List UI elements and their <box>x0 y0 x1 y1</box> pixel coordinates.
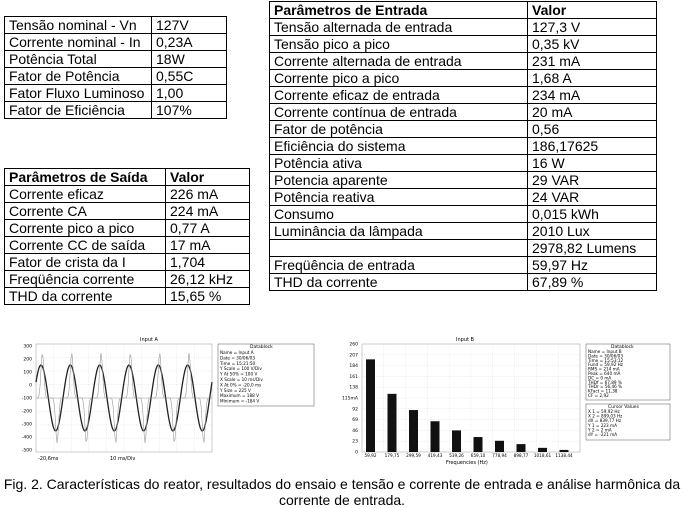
panel-line: dX = 839,77 Hz <box>588 418 622 424</box>
panel-line: Name = Input B <box>588 349 622 354</box>
value-cell: 2978,82 Lumens <box>528 240 657 257</box>
panel-line: Time = 15:53:12 <box>588 357 624 363</box>
value-cell: 20 mA <box>528 104 657 121</box>
harmonic-bar <box>560 450 569 452</box>
y-tick-label: -400 <box>21 435 32 441</box>
panel-line: KFact = 11,38 <box>588 388 618 394</box>
parameter-cell: Potencia aparente <box>270 172 528 189</box>
value-cell: 24 VAR <box>528 189 657 206</box>
panel-line: Y 2 = 2 mA <box>588 427 612 433</box>
value-cell: 1,00 <box>152 85 227 102</box>
parameter-cell: Luminância da lâmpada <box>270 223 528 240</box>
harmonic-bar <box>409 410 418 452</box>
table-row <box>270 70 657 87</box>
harmonic-bar <box>431 421 440 452</box>
panel-line: Date = 30/06/03 <box>588 353 623 359</box>
harmonic-bar <box>388 394 397 452</box>
table-row <box>270 19 657 36</box>
parameter-cell: Fator de Eficiência <box>5 102 152 119</box>
panel-line: CF = 2,92 <box>588 393 609 398</box>
table-row <box>5 34 227 51</box>
table-row <box>5 220 250 237</box>
x-tick-label: 898,77 <box>513 453 529 458</box>
table-row <box>270 223 657 240</box>
x-tick-label: 419,43 <box>427 453 443 458</box>
waveform-plot <box>10 336 326 466</box>
parameter-cell: Potência reativa <box>270 189 528 206</box>
header-value: Valor <box>528 2 657 19</box>
table-row <box>270 138 657 155</box>
y-tick-label: 200 <box>23 357 32 363</box>
value-cell: 18W <box>152 51 227 68</box>
parameter-cell: Tensão alternada de entrada <box>270 19 528 36</box>
parameter-cell: Eficiência do sistema <box>270 138 528 155</box>
panel-line: RMS = 214 mA <box>588 366 620 372</box>
y-tick-label: 100 <box>23 370 32 376</box>
y-tick-label: -100 <box>21 396 32 402</box>
parameter-cell: Corrente alternada de entrada <box>270 53 528 70</box>
input-parameters-table <box>269 1 657 291</box>
parameter-cell: THD da corrente <box>5 288 166 305</box>
harmonic-bar <box>366 359 375 452</box>
x-tick-label: 539,26 <box>449 453 464 458</box>
table-row <box>5 51 227 68</box>
parameter-cell: Tensão pico a pico <box>270 36 528 53</box>
harmonic-bar <box>495 441 504 452</box>
panel-line: Y Scale = 100 V/Div <box>220 366 262 372</box>
y-tick-label: 260 <box>349 342 358 348</box>
figure-caption: Fig. 2. Características do reator, resultados do ensaio e tensão e corrente de entrada e análise harmônica da corrente de entrada. <box>3 476 681 508</box>
parameter-cell: Potência Total <box>5 51 152 68</box>
parameter-cell: Corrente pico a pico <box>5 220 166 237</box>
parameter-cell: Fator Fluxo Luminoso <box>5 85 152 102</box>
waveform-scope-input-a <box>10 336 326 466</box>
harmonic-bar <box>452 430 461 452</box>
panel-line: Peak = 640 mA <box>588 371 621 376</box>
y-tick-label: 0 <box>29 383 32 389</box>
parameter-cell: Freqüência de entrada <box>270 257 528 274</box>
output-parameters-table <box>4 168 250 305</box>
harmonic-bar <box>538 448 547 452</box>
y-tick-label: -200 <box>21 409 32 415</box>
parameter-cell: Tensão nominal - Vn <box>5 17 152 34</box>
x-tick-label: 59,92 <box>364 453 377 458</box>
datablock-title: Datablock <box>250 345 273 350</box>
value-cell: 0,015 kWh <box>528 206 657 223</box>
harmonics-chart <box>336 336 674 466</box>
table-row <box>270 53 657 70</box>
panel-line: X Scale = 10 ms/Div <box>220 377 263 382</box>
panel-line: X 1 = 59,92 Hz <box>588 409 620 414</box>
harmonic-bar <box>474 437 483 452</box>
table-row <box>5 68 227 85</box>
table-row <box>270 274 657 291</box>
value-cell: 0,55C <box>152 68 227 85</box>
y-tick-label: 23 <box>352 439 358 445</box>
parameter-cell: Fator de crista da I <box>5 254 166 271</box>
value-cell: 186,17625 <box>528 138 657 155</box>
table-row <box>270 104 657 121</box>
panel-line: Fund = 59,92 Hz <box>588 362 623 368</box>
cursor-title: Cursor Values <box>608 405 639 410</box>
ratings-table <box>4 16 227 119</box>
value-cell: 1,704 <box>166 254 250 271</box>
parameter-cell: THD da corrente <box>270 274 528 291</box>
value-cell: 0,35 kV <box>528 36 657 53</box>
value-cell: 15,65 % <box>166 288 250 305</box>
parameter-cell: Corrente contínua de entrada <box>270 104 528 121</box>
value-cell: 59,97 Hz <box>528 257 657 274</box>
y-tick-label: 0 <box>355 450 358 456</box>
parameter-cell: Freqüência corrente <box>5 271 166 288</box>
value-cell: 127,3 V <box>528 19 657 36</box>
value-cell: 224 mA <box>166 203 250 220</box>
panel-line: Name = Input A <box>220 350 254 355</box>
x-scale-label: 10 ms/Div <box>110 456 136 462</box>
value-cell: 0,77 A <box>166 220 250 237</box>
table-row <box>5 102 227 119</box>
table-row <box>270 87 657 104</box>
table-row <box>5 254 250 271</box>
table-row <box>5 17 227 34</box>
table-row <box>270 240 657 257</box>
panel-line: Minimum = -184 V <box>220 398 260 404</box>
table-row <box>5 186 250 203</box>
parameter-cell: Potência ativa <box>270 155 528 172</box>
header-value: Valor <box>166 169 250 186</box>
table-header-row <box>270 2 657 19</box>
panel-line: Y 1 = 223 mA <box>588 422 617 428</box>
x-start-label: -20,6ms <box>38 456 59 462</box>
panel-line: dY = -221 mA <box>588 432 618 437</box>
panel-line: Time = 15:21:50 <box>220 360 256 366</box>
table-row <box>5 288 250 305</box>
x-axis-label: Frequencies (Hz) <box>446 460 488 466</box>
panel-line: Maximum = 188 V <box>220 393 259 399</box>
value-cell: 1,68 A <box>528 70 657 87</box>
table-row <box>270 36 657 53</box>
parameter-cell: Corrente eficaz <box>5 186 166 203</box>
y-tick-label: 161 <box>349 374 358 380</box>
table-row <box>270 257 657 274</box>
datablock-title: Datablock <box>611 345 634 350</box>
y-tick-label: -300 <box>21 422 32 428</box>
x-tick-label: 1018,61 <box>533 453 552 458</box>
panel-line: X 2 = 899,03 Hz <box>588 413 623 419</box>
y-tick-label: 92 <box>352 407 358 413</box>
header-parameter: Parâmetros de Saída <box>5 169 166 186</box>
table-row <box>5 271 250 288</box>
value-cell: 26,12 kHz <box>166 271 250 288</box>
value-cell: 226 mA <box>166 186 250 203</box>
header-parameter: Parâmetros de Entrada <box>270 2 528 19</box>
scope-title: Input A <box>140 337 158 343</box>
chart-title: Input B <box>456 337 474 343</box>
y-tick-label: -500 <box>21 448 32 454</box>
y-tick-label: 184 <box>349 364 358 370</box>
value-cell: 16 W <box>528 155 657 172</box>
parameter-cell: Corrente CC de saída <box>5 237 166 254</box>
harmonic-bar <box>517 444 526 452</box>
value-cell: 0,56 <box>528 121 657 138</box>
y-tick-label: 207 <box>349 353 358 359</box>
panel-line: Y Size = 225 V <box>220 387 251 393</box>
value-cell: 17 mA <box>166 237 250 254</box>
x-tick-label: 778,94 <box>492 453 507 458</box>
parameter-cell: Corrente CA <box>5 203 166 220</box>
parameter-cell: Corrente eficaz de entrada <box>270 87 528 104</box>
y-tick-label: 138 <box>349 385 358 391</box>
value-cell: 234 mA <box>528 87 657 104</box>
parameter-cell: Consumo <box>270 206 528 223</box>
panel-line: THDf = 67,89 % <box>588 379 622 385</box>
y-tick-label: 46 <box>352 428 358 434</box>
value-cell: 29 VAR <box>528 172 657 189</box>
x-tick-label: 659,10 <box>470 453 486 458</box>
parameter-cell: Fator de Potência <box>5 68 152 85</box>
table-row <box>270 189 657 206</box>
parameter-cell: Corrente pico a pico <box>270 70 528 87</box>
value-cell: 107% <box>152 102 227 119</box>
table-header-row <box>5 169 250 186</box>
table-row <box>5 203 250 220</box>
table-row <box>270 172 657 189</box>
panel-line: THDr = 56,46 % <box>588 384 623 390</box>
x-tick-label: 179,75 <box>384 453 400 458</box>
x-tick-label: 299,59 <box>406 453 421 458</box>
table-row <box>270 121 657 138</box>
value-cell: 231 mA <box>528 53 657 70</box>
value-cell: 67,89 % <box>528 274 657 291</box>
y-tick-label: 115mA <box>341 396 358 402</box>
parameter-cell <box>270 240 528 257</box>
parameter-cell: Fator de potência <box>270 121 528 138</box>
table-row <box>5 237 250 254</box>
parameter-cell: Corrente nominal - In <box>5 34 152 51</box>
panel-line: Y At 50% = 100 V <box>220 371 258 377</box>
y-tick-label: 69 <box>352 418 358 424</box>
value-cell: 2010 Lux <box>528 223 657 240</box>
table-row <box>270 206 657 223</box>
harmonics-scope-input-b <box>336 336 674 466</box>
x-tick-label: 1138,44 <box>555 453 573 458</box>
table-row <box>270 155 657 172</box>
table-row <box>5 85 227 102</box>
y-tick-label: 300 <box>23 344 32 350</box>
panel-line: DC = 0 mA <box>588 375 612 381</box>
panel-line: X At 0% = -20,0 ms <box>220 382 262 388</box>
panel-line: Date = 30/06/03 <box>220 355 255 361</box>
value-cell: 127V <box>152 17 227 34</box>
value-cell: 0,23A <box>152 34 227 51</box>
